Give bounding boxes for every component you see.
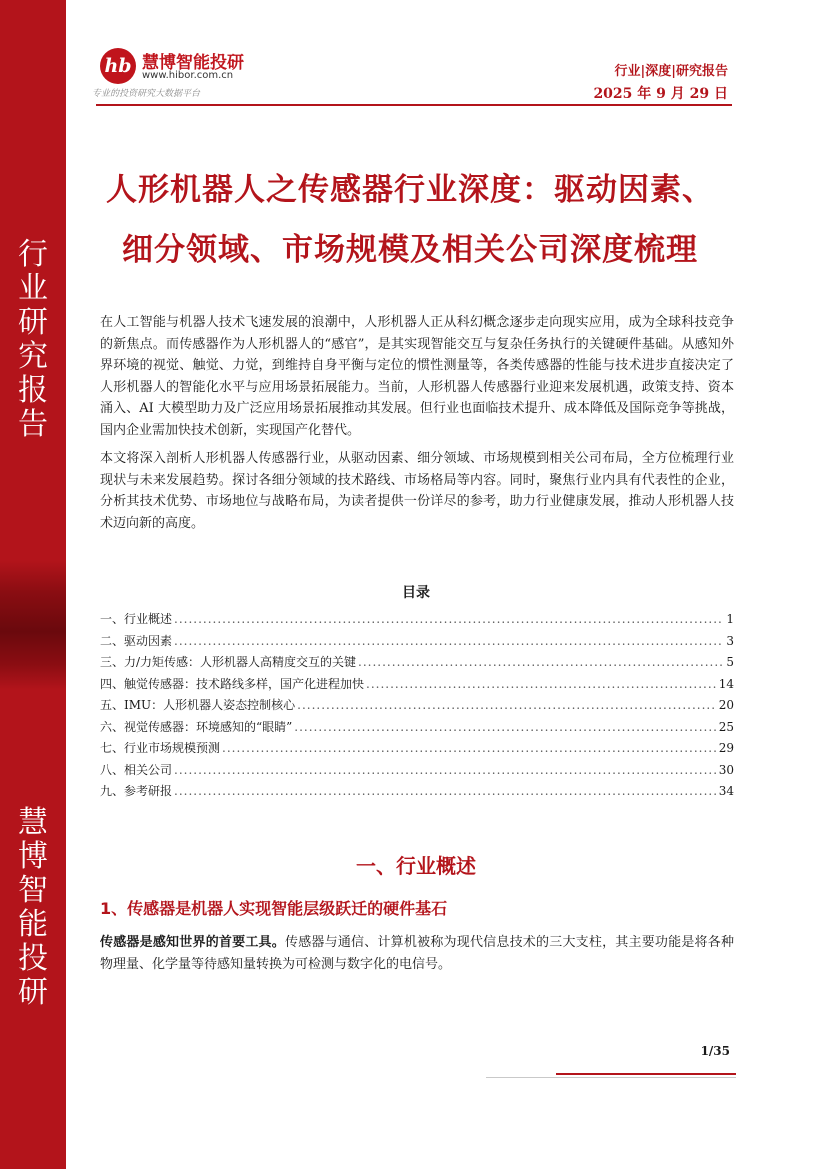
toc-item-page: 1 bbox=[726, 612, 734, 626]
toc-item-label: 四、触觉传感器：技术路线多样，国产化进程加快 bbox=[100, 676, 365, 691]
toc-item[interactable] bbox=[100, 610, 734, 632]
toc-item-page: 20 bbox=[718, 698, 734, 712]
toc-item-page: 29 bbox=[718, 741, 734, 755]
toc-leader bbox=[366, 677, 717, 691]
table-of-contents bbox=[100, 610, 734, 804]
toc-item[interactable] bbox=[100, 632, 734, 654]
intro-paragraph-1: 在人工智能与机器人技术飞速发展的浪潮中，人形机器人正从科幻概念逐步走向现实应用，成为全球科技竞争的新焦点。而传感器作为人形机器人的“感官”，是其实现智能交互与复杂任务执行的关键硬件基础。从感知外界环境的视觉、触觉、力觉，到维持自身平衡与定位的惯性测量等，各类传感器的性能与技术进步直接决定了人形机器人的智能化水平与应用场景拓展能力。当前，人形机器人传感器行业迎来发展机遇，政策支持、资本涌入、AI 大模型助力及广泛应用场景拓展推动其发展。但行业也面临技术提升、成本降低及国际竞争等挑战，国内企业需加快技术创新，实现国产化替代。 bbox=[100, 315, 734, 438]
section-body-paragraph bbox=[100, 932, 734, 976]
sidebar bbox=[0, 0, 66, 1169]
toc-leader bbox=[174, 634, 724, 648]
sidebar-divider-band bbox=[0, 560, 66, 690]
toc-item-label: 五、IMU：人形机器人姿态控制核心 bbox=[100, 698, 296, 712]
toc-item[interactable] bbox=[100, 782, 734, 804]
header-divider bbox=[96, 104, 732, 106]
section-subheading: 1、传感器是机器人实现智能层级跃迁的硬件基石 bbox=[100, 899, 448, 918]
report-type: 行业|深度|研究报告 bbox=[614, 64, 728, 79]
toc-item[interactable] bbox=[100, 696, 734, 718]
report-meta bbox=[593, 60, 728, 103]
toc-item[interactable] bbox=[100, 718, 734, 740]
toc-item-label: 三、力/力矩传感：人形机器人高精度交互的关键 bbox=[100, 655, 357, 669]
toc-leader bbox=[297, 698, 717, 712]
sidebar-label-brand: 慧 博 智 能 投 研 bbox=[18, 805, 48, 1010]
toc-item-label: 八、相关公司 bbox=[100, 762, 173, 777]
toc-item-label: 七、行业市场规模预测 bbox=[100, 741, 221, 755]
title-line-2: 细分领域、市场规模及相关公司深度梳理 bbox=[122, 232, 698, 268]
page-number: 1/35 bbox=[700, 1044, 730, 1058]
toc-leader bbox=[174, 763, 717, 777]
toc-item-page: 5 bbox=[726, 655, 734, 669]
toc-item-label: 六、视觉传感器：环境感知的“眼睛” bbox=[100, 719, 293, 734]
toc-item-page: 34 bbox=[718, 784, 734, 798]
lead-sentence: 传感器是感知世界的首要工具。 bbox=[100, 935, 285, 950]
toc-item-label: 二、驱动因素 bbox=[100, 633, 173, 648]
toc-item[interactable] bbox=[100, 761, 734, 783]
toc-item-page: 3 bbox=[726, 633, 734, 648]
toc-leader bbox=[174, 612, 724, 626]
report-date: 2025 年 9 月 29 日 bbox=[593, 86, 728, 102]
sidebar-label-industry-report: 行 业 研 究 报 告 bbox=[18, 237, 48, 442]
report-title bbox=[80, 160, 740, 280]
toc-item-page: 14 bbox=[718, 676, 734, 691]
logo-name: 慧博智能投研 bbox=[142, 53, 244, 73]
toc-item-label: 九、参考研报 bbox=[100, 784, 173, 798]
toc-item[interactable] bbox=[100, 739, 734, 761]
toc-leader bbox=[358, 655, 724, 669]
footer-divider-thin bbox=[486, 1077, 736, 1078]
toc-title: 目录 bbox=[402, 585, 430, 601]
logo-url: www.hibor.com.cn bbox=[142, 70, 234, 81]
body-text: 传感器与通信、计算机被称为现代信息技术的三大支柱，其主要功能是将各种物理量、化学量等待感知量转换为可检测与数字化的电信号。 bbox=[100, 935, 734, 972]
toc-item[interactable] bbox=[100, 675, 734, 697]
toc-item-label: 一、行业概述 bbox=[100, 612, 173, 626]
title-line-1: 人形机器人之传感器行业深度：驱动因素、 bbox=[106, 172, 714, 208]
toc-leader bbox=[294, 720, 716, 734]
toc-leader bbox=[222, 741, 717, 755]
toc-item-page: 30 bbox=[718, 762, 734, 777]
logo-mark-icon: hb bbox=[100, 48, 136, 84]
toc-item-page: 25 bbox=[718, 719, 734, 734]
section-heading: 一、行业概述 bbox=[356, 854, 476, 878]
toc-item[interactable] bbox=[100, 653, 734, 675]
intro-paragraph-2: 本文将深入剖析人形机器人传感器行业，从驱动因素、细分领域、市场规模到相关公司布局，全方位梳理行业现状与未来发展趋势。探讨各细分领域的技术路线、市场格局等内容。同时，聚焦行业内具有代表性的企业，分析其技术优势、市场地位与战略布局，为读者提供一份详尽的参考，助力行业健康发展，推动人形机器人技术迈向新的高度。 bbox=[100, 451, 734, 531]
logo-slogan: 专业的投资研究大数据平台 bbox=[92, 89, 201, 99]
toc-leader bbox=[174, 784, 717, 798]
footer-divider-thick bbox=[556, 1073, 736, 1075]
